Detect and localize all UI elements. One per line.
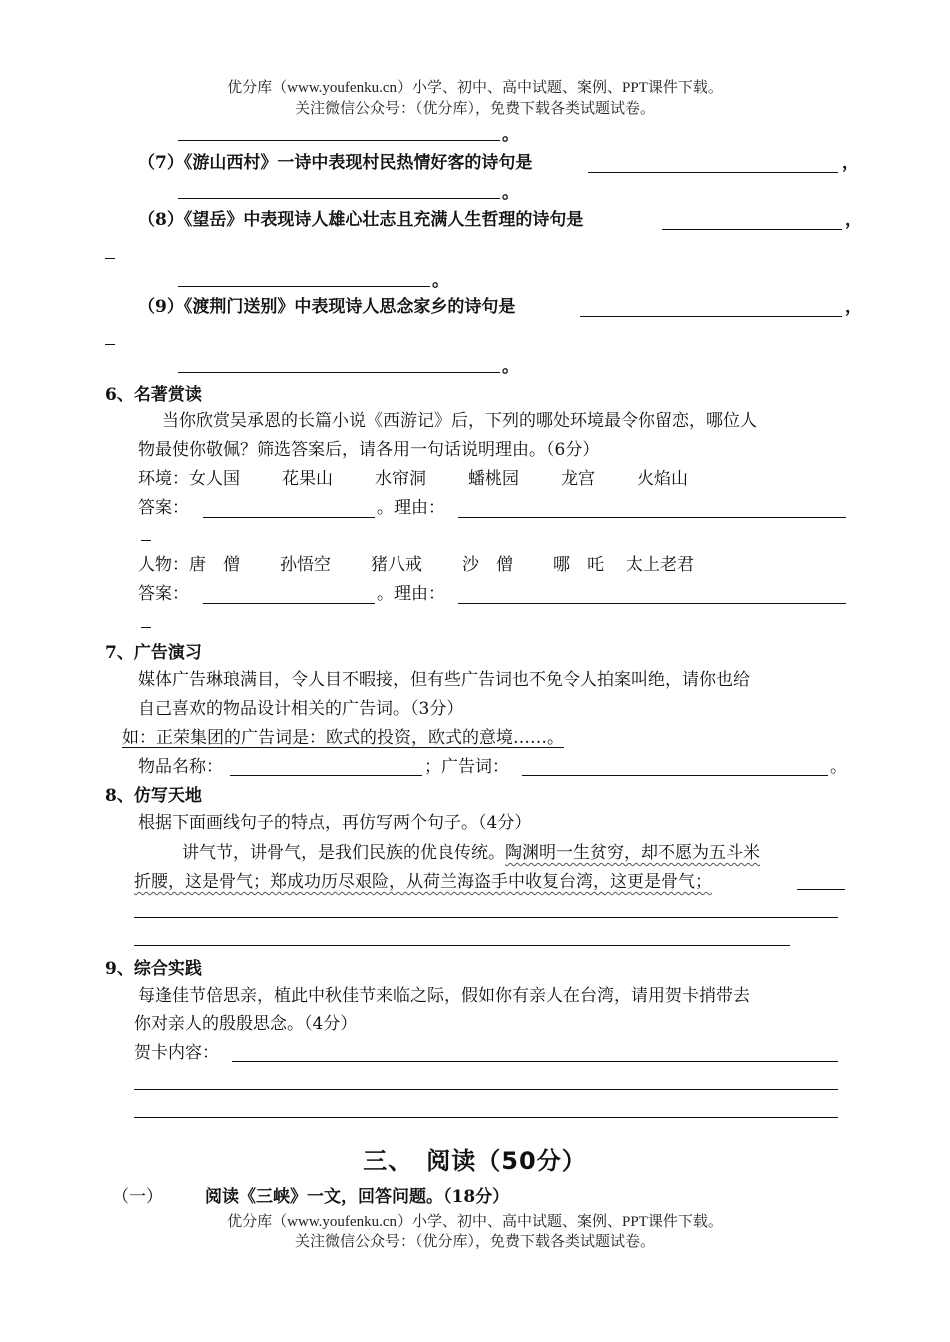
q7-title: 7、广告演习 — [105, 643, 202, 663]
footer-line-1: 优分库（www.youfenku.cn）小学、初中、高中试题、案例、PPT课件下载。 — [227, 1214, 723, 1230]
overflow-dash — [105, 258, 115, 259]
env-reason-blank[interactable] — [458, 517, 846, 518]
card-content-label: 贺卡内容： — [134, 1043, 219, 1063]
q6-para-1: 当你欣赏吴承恩的长篇小说《西游记》后，下列的哪处环境最令你留恋，哪位人 — [162, 411, 757, 431]
person-option: 唐 僧 — [189, 555, 240, 575]
answer-blank-7b[interactable] — [178, 198, 500, 199]
imitation-blank-1[interactable] — [797, 889, 845, 890]
subsection-title: 阅读《三峡》一文，回答问题。（18分） — [205, 1187, 510, 1207]
env-option: 龙宫 — [561, 469, 595, 489]
person-option: 太上老君 — [626, 555, 694, 575]
q7-para-2: 自己喜欢的物品设计相关的广告词。（3分） — [138, 699, 464, 719]
q8-instruction: 根据下面画线句子的特点，再仿写两个句子。（4分） — [138, 813, 532, 833]
env-option: 女人国 — [189, 469, 240, 489]
item-name-label: 物品名称： — [138, 757, 223, 777]
q6-people-row — [138, 554, 694, 576]
q8-title: 8、仿写天地 — [105, 786, 202, 806]
q6-title: 6、名著赏读 — [105, 385, 202, 405]
q7-example: 如：正荣集团的广告词是：欧式的投资，欧式的意境……。 — [122, 728, 564, 748]
person-option: 猪八戒 — [371, 555, 422, 575]
env-option: 蟠桃园 — [468, 469, 519, 489]
header-line-1: 优分库（www.youfenku.cn）小学、初中、高中试题、案例、PPT课件下载。 — [227, 80, 723, 96]
reason-label: 。理由： — [377, 498, 445, 518]
overflow-dash — [105, 344, 115, 345]
env-answer-blank[interactable] — [203, 517, 375, 518]
env-label: 环境： — [138, 469, 189, 489]
passage-plain: 讲气节，讲骨气，是我们民族的优良传统。 — [182, 843, 505, 863]
env-option: 火焰山 — [637, 469, 688, 489]
person-option: 沙 僧 — [462, 555, 513, 575]
answer-label: 答案： — [138, 498, 189, 518]
ad-slogan-blank[interactable] — [522, 775, 828, 776]
passage-underlined: 折腰，这是骨气；郑成功历尽艰险，从荷兰海盗手中收复台湾，这更是骨气； — [134, 872, 712, 892]
card-content-blank-2[interactable] — [134, 1089, 838, 1090]
person-reason-blank[interactable] — [458, 603, 846, 604]
imitation-blank-3[interactable] — [134, 945, 790, 946]
answer-blank-8b[interactable] — [178, 286, 430, 287]
person-label: 人物： — [138, 555, 189, 575]
env-option: 水帘洞 — [375, 469, 426, 489]
card-content-blank-1[interactable] — [232, 1061, 838, 1062]
comma-mark: ， — [845, 297, 862, 317]
answer-blank-6[interactable] — [178, 140, 500, 141]
ad-label: ；广告词： — [424, 757, 509, 777]
answer-blank-9b[interactable] — [178, 372, 500, 373]
question-8-text: （8）《望岳》中表现诗人雄心壮志且充满人生哲理的诗句是 — [138, 210, 584, 230]
question-7-text: （7）《游山西村》一诗中表现村民热情好客的诗句是 — [138, 153, 533, 173]
period-mark: 。 — [502, 125, 519, 145]
q9-title: 9、综合实践 — [105, 959, 202, 979]
answer-blank-8a[interactable] — [662, 229, 842, 230]
period-mark: 。 — [830, 757, 847, 777]
question-9-text: （9）《渡荆门送别》中表现诗人思念家乡的诗句是 — [138, 297, 516, 317]
q9-para-1: 每逢佳节倍思亲，植此中秋佳节来临之际，假如你有亲人在台湾，请用贺卡捎带去 — [138, 986, 750, 1006]
card-content-blank-3[interactable] — [134, 1117, 838, 1118]
imitation-blank-2[interactable] — [134, 917, 838, 918]
q6-para-2: 物最使你敬佩？筛选答案后，请各用一句话说明理由。（6分） — [138, 440, 600, 460]
footer-line-2: 关注微信公众号：（优分库），免费下载各类试题试卷。 — [294, 1234, 655, 1250]
q7-para-1: 媒体广告琳琅满目，令人目不暇接，但有些广告词也不免令人拍案叫绝，请你也给 — [138, 670, 750, 690]
overflow-dash — [141, 627, 151, 628]
answer-blank-9a[interactable] — [580, 316, 842, 317]
person-answer-blank[interactable] — [203, 603, 375, 604]
q9-para-2: 你对亲人的殷殷思念。（4分） — [134, 1014, 358, 1034]
q6-env-row — [138, 468, 688, 490]
header-line-2: 关注微信公众号：（优分库），免费下载各类试题试卷。 — [294, 101, 655, 117]
person-option: 哪 吒 — [553, 555, 604, 575]
overflow-dash — [141, 540, 151, 541]
comma-mark: ， — [845, 210, 862, 230]
answer-blank-7a[interactable] — [588, 172, 838, 173]
passage-underlined: 陶渊明一生贫穷，却不愿为五斗米 — [505, 843, 760, 863]
item-name-blank[interactable] — [230, 775, 422, 776]
period-mark: 。 — [432, 271, 449, 291]
person-option: 孙悟空 — [280, 555, 331, 575]
period-mark: 。 — [502, 183, 519, 203]
section-3-title: 三、 阅读（50分） — [363, 1147, 587, 1175]
reason-label: 。理由： — [377, 584, 445, 604]
env-option: 花果山 — [282, 469, 333, 489]
period-mark: 。 — [502, 357, 519, 377]
comma-mark: ， — [842, 153, 859, 173]
q8-passage-2 — [134, 871, 712, 893]
subsection-number: （一） — [112, 1187, 163, 1207]
answer-label: 答案： — [138, 584, 189, 604]
q8-passage-1 — [182, 842, 760, 864]
